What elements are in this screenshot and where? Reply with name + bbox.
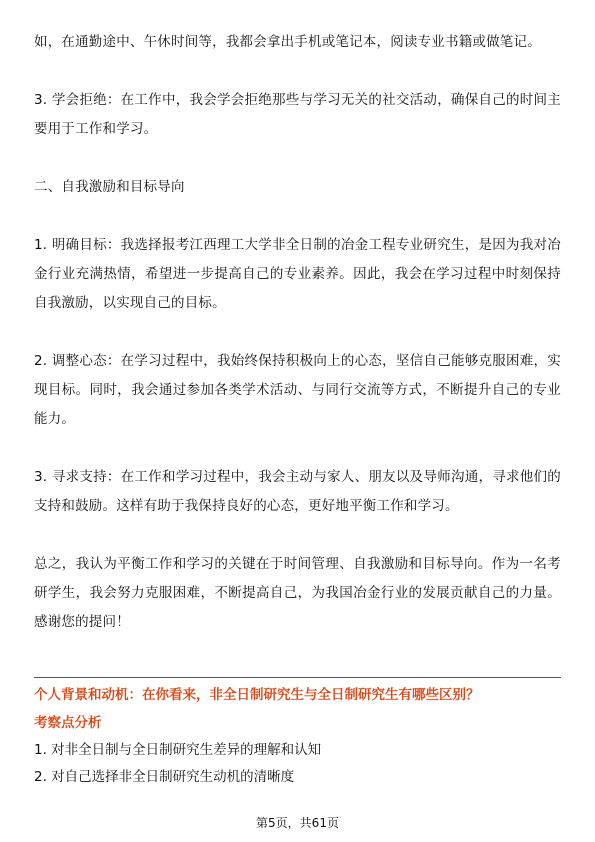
analysis-item: 2. 对自己选择非全日制研究生动机的清晰度: [34, 769, 295, 785]
paragraph: 1. 明确目标：我选择报考江西理工大学非全日制的冶金工程专业研究生，是因为我对冶金行业充满热情，希望进一步提高自己的专业素养。因此，我会在学习过程中时刻保持自我激励，以实现自己的目标。: [34, 237, 561, 311]
analysis-item: 1. 对非全日制与全日制研究生差异的理解和认知: [34, 742, 322, 758]
blank-line: [34, 434, 561, 463]
analysis-title: 考察点分析: [34, 715, 102, 731]
blank-line: [34, 521, 561, 550]
section-heading: 二、自我激励和目标导向: [34, 179, 185, 195]
blank-line: [34, 57, 561, 86]
blank-line: [34, 144, 561, 173]
page-number: 第5页，共61页: [256, 816, 339, 830]
question-heading: 个人背景和动机：在你看来，非全日制研究生与全日制研究生有哪些区别？: [34, 687, 480, 703]
blank-line: [34, 318, 561, 347]
paragraph: 如，在通勤途中、午休时间等，我都会拿出手机或笔记本，阅读专业书籍或做笔记。: [34, 34, 541, 50]
body-text: [34, 28, 561, 637]
divider: [34, 677, 561, 678]
paragraph: 总之，我认为平衡工作和学习的关键在于时间管理、自我激励和目标导向。作为一名考研学生，我会努力克服困难，不断提高自己，为我国冶金行业的发展贡献自己的力量。感谢您的提问！: [34, 556, 561, 630]
paragraph: 3. 学会拒绝：在工作中，我会学会拒绝那些与学习无关的社交活动，确保自己的时间主要用于工作和学习。: [34, 92, 561, 137]
paragraph: 2. 调整心态：在学习过程中，我始终保持积极向上的心态，坚信自己能够克服困难，实现目标。同时，我会通过参加各类学术活动、与同行交流等方式，不断提升自己的专业能力。: [34, 353, 561, 427]
blank-line: [34, 202, 561, 231]
paragraph: 3. 寻求支持：在工作和学习过程中，我会主动与家人、朋友以及导师沟通，寻求他们的支持和鼓励。这样有助于我保持良好的心态，更好地平衡工作和学习。: [34, 469, 561, 514]
